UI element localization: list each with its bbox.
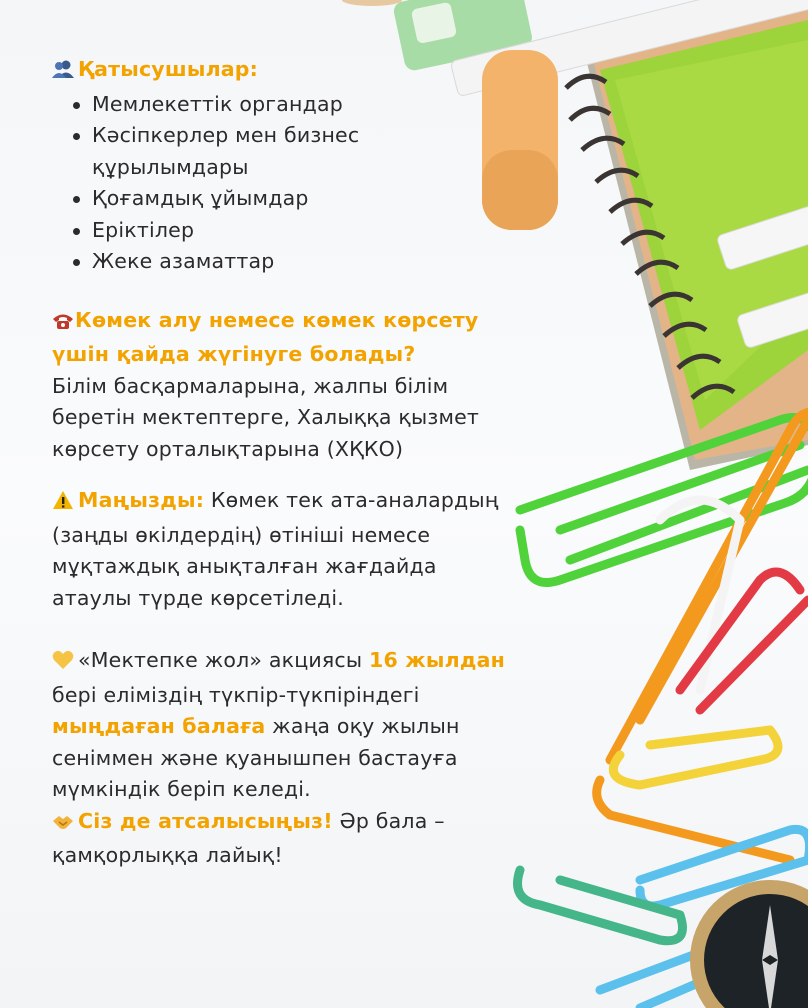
closing-paragraph (52, 645, 522, 806)
list-item: Еріктілер (92, 215, 522, 247)
closing-highlight-children: мыңдаған балаға (52, 714, 266, 738)
important-body: Көмек тек ата-аналардың (заңды өкілдердің) өтініші немесе мұқтаждық анықталған жағдайда атаулы түрде көрсетіледі. (52, 488, 499, 610)
warning-icon (52, 488, 74, 520)
participants-section (52, 54, 522, 278)
list-item: Кәсіпкерлер мен бизнес құрылымдары (92, 120, 522, 183)
where-section (52, 305, 522, 466)
info-text (52, 54, 522, 872)
where-title (52, 305, 522, 371)
participants-title-text: Қатысушылар: (78, 57, 259, 81)
list-item: Қоғамдық ұйымдар (92, 183, 522, 215)
closing-text-3: жаңа оқу жылын сеніммен және қуанышпен бастауға мүмкіндік беріп келеді. (52, 714, 460, 801)
telephone-icon (52, 308, 74, 340)
list-item: Мемлекеттік органдар (92, 89, 522, 121)
important-section (52, 485, 522, 614)
call-to-action (52, 806, 522, 872)
closing-highlight-years: 16 жылдан (369, 648, 505, 672)
participants-title (52, 54, 522, 89)
important-label: Маңызды: (78, 488, 205, 512)
list-item: Жеке азаматтар (92, 246, 522, 278)
participants-list (52, 89, 522, 278)
closing-section (52, 645, 522, 872)
closing-text-2: бері еліміздің түкпір-түкпіріндегі (52, 682, 420, 707)
cta-highlight: Сіз де атсалысыңыз! (78, 808, 333, 833)
compass-icon (690, 880, 808, 1008)
where-body: Білім басқармаларына, жалпы білім беретін мектептерге, Халыққа қызмет көрсету орталықтарына (ХҚКО) (52, 373, 480, 461)
where-title-text: Көмек алу немесе көмек көрсету үшін қайда жүгінуге болады? (52, 307, 479, 366)
important-paragraph (52, 485, 522, 614)
cta-text: Әр бала – қамқорлыққа лайық! (52, 808, 445, 867)
people-icon (52, 57, 74, 89)
closing-text-1: «Мектепке жол» акциясы (78, 648, 369, 672)
handshake-icon (52, 809, 74, 841)
yellow-heart-icon (52, 648, 74, 680)
